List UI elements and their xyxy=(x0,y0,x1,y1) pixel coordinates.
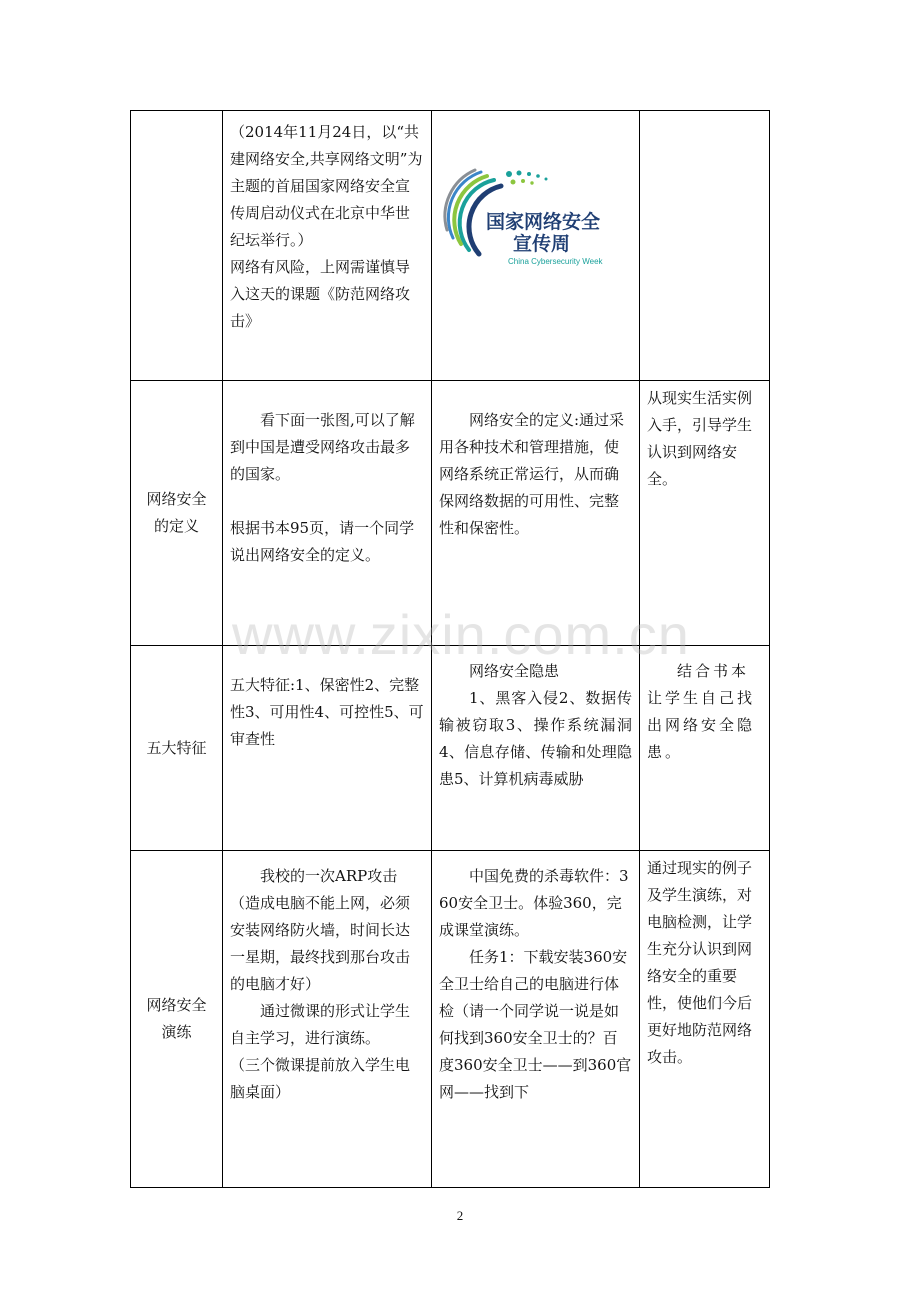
design-intent-text: 通过现实的例子及学生演练，对电脑检测，让学生充分认识到网络安全的重要性，使他们今后更好地防范网络攻击。 xyxy=(647,859,753,1066)
teacher-text: 五大特征:1、保密性2、完整性3、可用性4、可控性5、可审查性 xyxy=(230,676,424,748)
teacher-activity-cell xyxy=(223,646,432,851)
teacher-activity-cell xyxy=(223,111,432,381)
page-number: 2 xyxy=(456,1208,464,1223)
topic-cell xyxy=(131,381,223,646)
topic-cell xyxy=(131,111,223,381)
topic-label: 网络安全演练 xyxy=(146,996,207,1041)
teacher-text: 看下面一张图,可以了解到中国是遭受网络攻击最多的国家。 xyxy=(230,411,415,483)
design-intent-text: 从现实生活实例入手，引导学生认识到网络安全。 xyxy=(647,389,753,488)
teacher-text: 根据书本95页，请一个同学说出网络安全的定义。 xyxy=(230,519,415,564)
topic-cell xyxy=(131,851,223,1188)
intent-cell xyxy=(640,646,770,851)
student-text: 中国免费的杀毒软件：360安全卫士。体验360，完成课堂演练。 xyxy=(439,867,629,939)
teacher-activity-cell xyxy=(223,381,432,646)
lesson-plan-table xyxy=(130,110,770,1188)
table-row xyxy=(131,646,770,851)
topic-label: 五大特征 xyxy=(146,738,207,757)
table-row xyxy=(131,851,770,1188)
event-intro-text: （2014年11月24日，以“共建网络安全,共享网络文明”为主题的首届国家网络安全宣传周启动仪式在北京中华世纪坛举行。） xyxy=(230,123,423,249)
topic-cell xyxy=(131,646,223,851)
intent-cell xyxy=(640,111,770,381)
logo-english-name: China Cybersecurity Week xyxy=(508,257,603,266)
table-row xyxy=(131,111,770,381)
watermark: www.zixin.com.cn xyxy=(232,603,690,666)
teacher-text: （三个微课提前放入学生电脑桌面） xyxy=(230,1056,411,1101)
logo-cell xyxy=(432,111,640,381)
design-intent-text: 结合书本让学生自己找出网络安全隐患。 xyxy=(647,662,756,761)
logo-title-line2: 宣传周 xyxy=(513,233,571,255)
teacher-activity-cell xyxy=(223,851,432,1188)
student-text: 网络安全的定义:通过采用各种技术和管理措施，使网络系统正常运行，从而确保网络数据的可用性、完整性和保密性。 xyxy=(439,411,625,537)
intent-cell xyxy=(640,851,770,1188)
intent-cell xyxy=(640,381,770,646)
student-text: 任务1：下载安装360安全卫士给自己的电脑进行体检（请一个同学说一说是如何找到360安全卫士的？百度360安全卫士——到360官网——找到下 xyxy=(439,948,632,1101)
teacher-text: 我校的一次ARP攻击 xyxy=(260,867,398,885)
lesson-intro-text: 网络有风险，上网需谨慎导入这天的课题《防范网络攻击》 xyxy=(230,258,411,330)
student-activity-cell xyxy=(432,381,640,646)
student-activity-cell xyxy=(432,646,640,851)
logo-title-line1: 国家网络安全 xyxy=(486,211,601,233)
student-text: 1、黑客入侵2、数据传输被窃取3、操作系统漏洞4、信息存储、传输和处理隐患5、计算机病毒威胁 xyxy=(439,689,632,788)
teacher-text: 通过微课的形式让学生自主学习，进行演练。 xyxy=(230,1002,411,1047)
table-row xyxy=(131,381,770,646)
cybersecurity-week-logo xyxy=(439,166,614,271)
topic-label: 网络安全的定义 xyxy=(146,490,207,535)
student-heading: 网络安全隐患 xyxy=(469,662,560,680)
teacher-text: （造成电脑不能上网，必须安装网络防火墙，时间长达一星期，最终找到那台攻击的电脑才好） xyxy=(230,894,411,993)
student-activity-cell xyxy=(432,851,640,1188)
